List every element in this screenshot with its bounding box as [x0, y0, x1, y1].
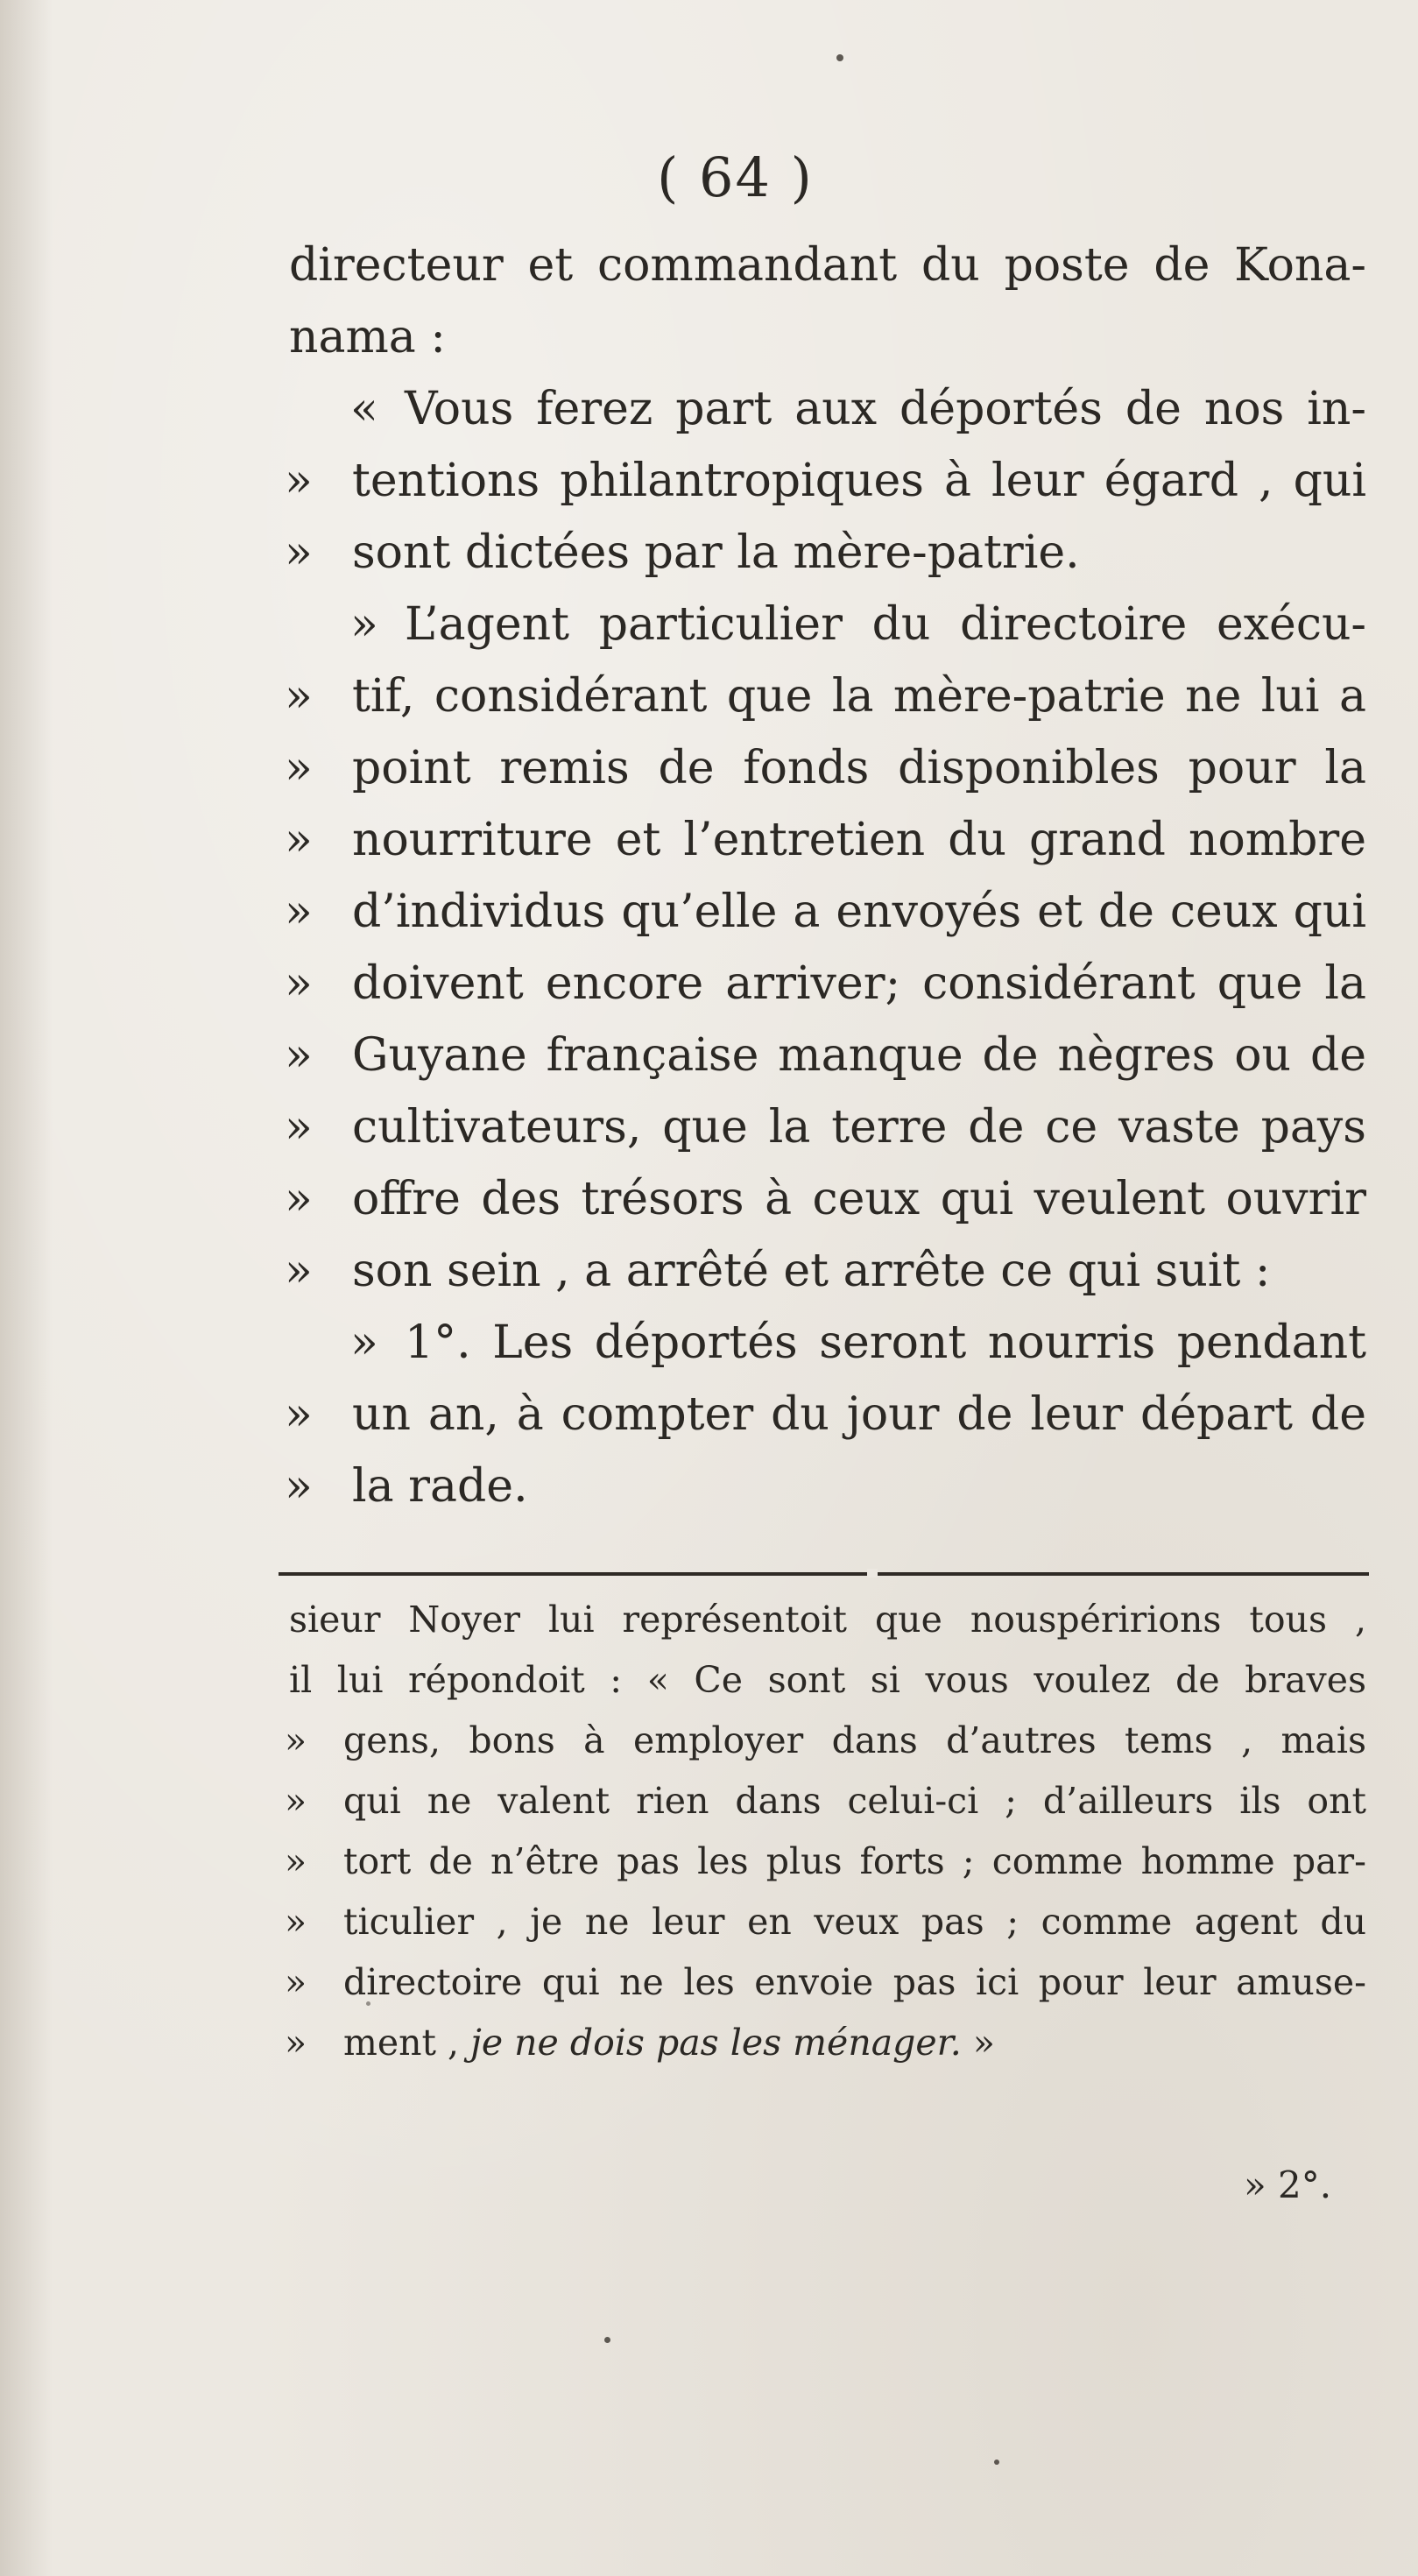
footnote-line: » directoire qui ne les envoie pas ici pour leur amuse-: [285, 1961, 1366, 2003]
footnote-block: [285, 1590, 1366, 2073]
page-number: ( 64 ): [657, 145, 814, 209]
text-line: » doivent encore arriver; considérant que la: [285, 957, 1366, 1010]
text-line: » la rade.: [285, 1460, 528, 1513]
text-line: « Vous ferez part aux déportés de nos in-: [350, 383, 1366, 435]
text-line: » nourriture et l’entretien du grand nombre: [285, 814, 1366, 866]
ink-speck: [836, 54, 843, 61]
footnote-line: » gens, bons à employer dans d’autres tems , mais: [285, 1719, 1366, 1761]
text-line: » son sein , a arrêté et arrête ce qui suit :: [285, 1245, 1271, 1297]
text-line: » d’individus qu’elle a envoyés et de ceux qui: [285, 886, 1366, 938]
footnote-rule: [279, 1572, 1369, 1576]
footnote-line: » ticulier , je ne leur en veux pas ; comme agent du: [285, 1901, 1366, 1943]
footnote-text: ment ,: [343, 2022, 460, 2064]
text-line: » point remis de fonds disponibles pour la: [285, 742, 1366, 794]
ink-speck: [994, 2460, 999, 2465]
text-line: » L’agent particulier du directoire exécu-: [350, 598, 1366, 651]
footnote-line: il lui répondoit : « Ce sont si vous voulez de braves: [289, 1659, 1366, 1701]
text-line: » offre des trésors à ceux qui veulent ouvrir: [285, 1173, 1366, 1225]
page-gutter-shadow: [0, 0, 53, 2576]
footnote-closing-quote: »: [972, 2022, 995, 2064]
footnote-line: » ment , je ne dois pas les ménager. »: [285, 2022, 995, 2064]
text-line: nama :: [289, 311, 446, 363]
ink-speck: [604, 2337, 610, 2343]
text-line: » un an, à compter du jour de leur départ de: [285, 1388, 1366, 1441]
text-line: directeur et commandant du poste de Kona-: [289, 239, 1366, 292]
text-line: » sont dictées par la mère-patrie.: [285, 526, 1080, 579]
text-line: » 1°. Les déportés seront nourris pendant: [350, 1316, 1366, 1369]
main-text-block: [285, 229, 1366, 1522]
catchword: » 2°.: [1244, 2163, 1332, 2206]
text-line: » tif, considérant que la mère-patrie ne lui a: [285, 670, 1366, 723]
text-line: » Guyane française manque de nègres ou de: [285, 1029, 1366, 1082]
footnote-line: » qui ne valent rien dans celui-ci ; d’ailleurs ils ont: [285, 1780, 1366, 1822]
text-line: » tentions philantropiques à leur égard , qui: [285, 455, 1366, 507]
text-line: » cultivateurs, que la terre de ce vaste pays: [285, 1101, 1366, 1154]
footnote-italic-quote: je ne dois pas les ménager.: [470, 2022, 962, 2064]
footnote-line: sieur Noyer lui représentoit que nouspéririons tous ,: [289, 1599, 1366, 1641]
footnote-rule-gap: [867, 1569, 878, 1577]
footnote-line: » tort de n’être pas les plus forts ; comme homme par-: [285, 1840, 1366, 1882]
